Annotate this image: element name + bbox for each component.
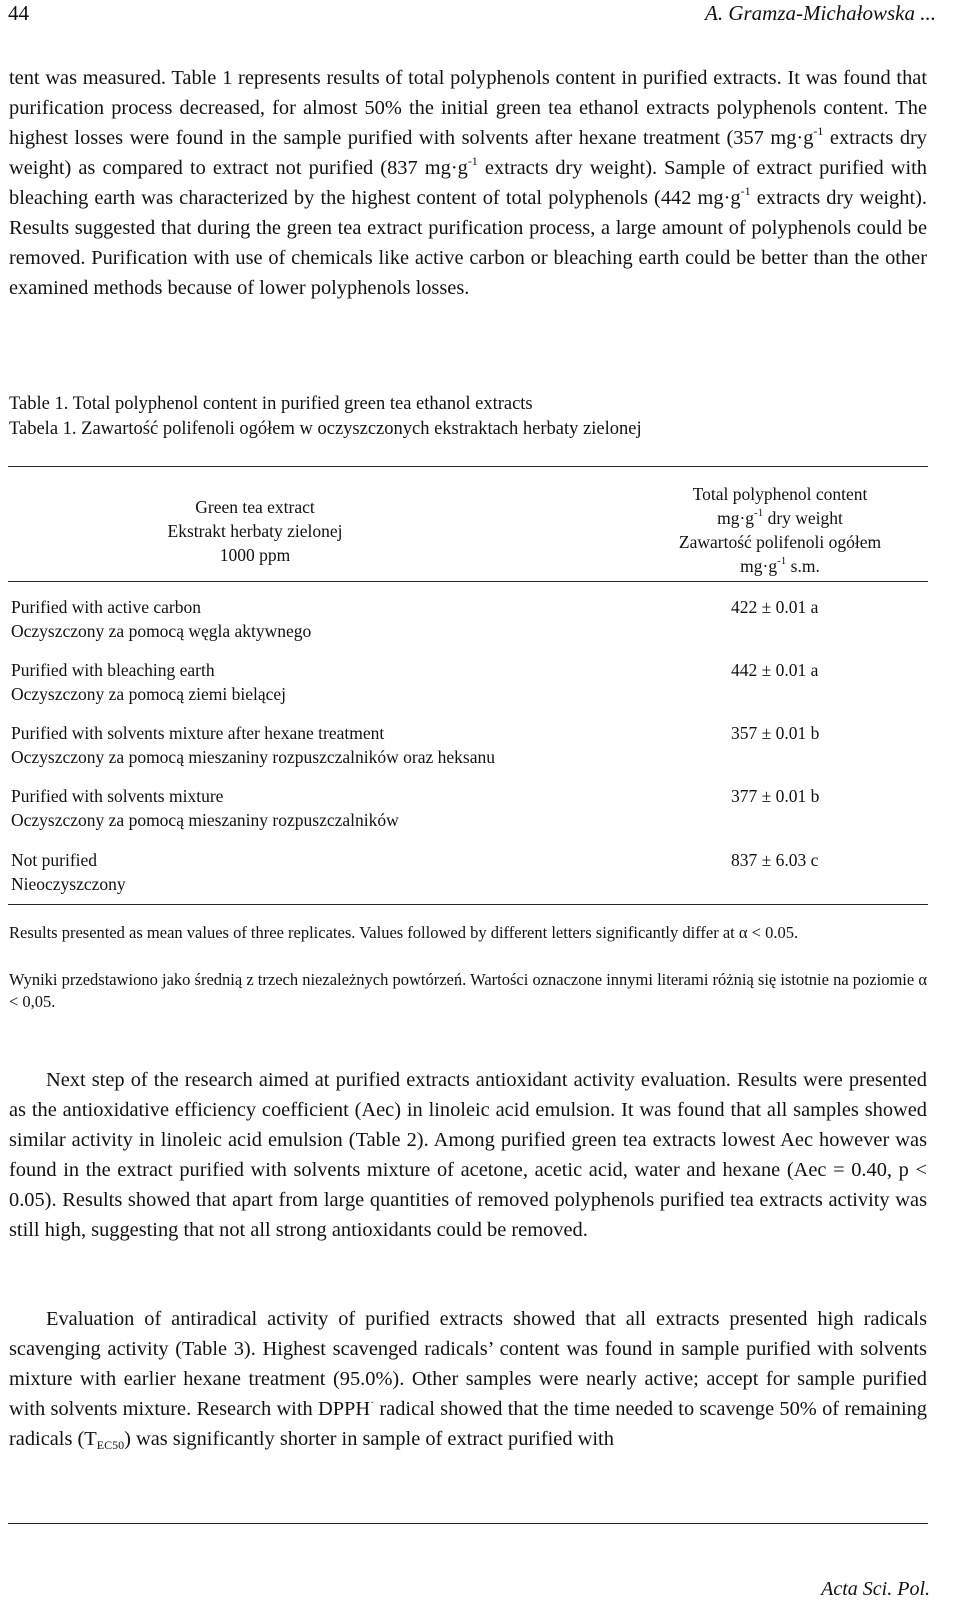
running-header-author: A. Gramza-Michałowska ... xyxy=(705,1,936,25)
para1-text-2: extracts dry weight) as compared to extract not purified (837 mg·g xyxy=(9,127,927,179)
header-sample-line-2: Ekstrakt herbaty zielonej xyxy=(167,521,343,541)
table-header-rule xyxy=(8,581,928,582)
footer-rule xyxy=(8,1523,928,1524)
page-number: 44 xyxy=(8,1,29,25)
para1-text-3: extracts dry weight). Sample of extract purified with bleaching earth was characterized by the highest content of total polyphenols (442 mg·g xyxy=(9,157,927,209)
row-sample xyxy=(11,658,631,706)
row-sample-pl: Oczyszczony za pomocą ziemi bielącej xyxy=(11,684,286,704)
header-value-unit-sup: -1 xyxy=(754,507,764,519)
table-note-polish: Wyniki przedstawiono jako średnią z trzech niezależnych powtórzeń. Wartości oznaczone innymi literami różnią się istotnie na poziomie α < 0,05. xyxy=(9,970,927,1011)
row-sample-pl: Oczyszczony za pomocą węgla aktywnego xyxy=(11,621,312,641)
header-value-line-4 xyxy=(640,554,920,578)
row-value: 442 ± 0.01 a xyxy=(731,660,819,680)
row-sample-pl: Oczyszczony za pomocą mieszaniny rozpuszczalników oraz heksanu xyxy=(11,747,495,767)
table-caption-english: Table 1. Total polyphenol content in purified green tea ethanol extracts xyxy=(9,394,533,414)
table-header-sample xyxy=(90,495,420,567)
row-sample xyxy=(11,784,631,832)
header-sample-line-1: Green tea extract xyxy=(195,497,315,517)
para1-sup-2: -1 xyxy=(467,154,478,168)
table-row xyxy=(11,595,926,655)
table-note-english: Results presented as mean values of three replicates. Values followed by different letters significantly differ at α < 0.05. xyxy=(9,923,799,942)
row-value: 422 ± 0.01 a xyxy=(731,597,819,617)
table-row xyxy=(11,784,926,844)
row-sample-en: Not purified xyxy=(11,850,98,870)
header-value-unit-pl-sup: -1 xyxy=(777,555,787,567)
table-header-value xyxy=(640,482,920,578)
row-sample-pl: Oczyszczony za pomocą mieszaniny rozpuszczalników xyxy=(11,810,399,830)
body-paragraph-1 xyxy=(9,63,927,303)
table-caption-polish: Tabela 1. Zawartość polifenoli ogółem w oczyszczonych ekstraktach herbaty zielonej xyxy=(9,419,642,439)
row-sample-en: Purified with solvents mixture after hexane treatment xyxy=(11,723,385,743)
para1-sup-1: -1 xyxy=(813,124,824,138)
para3-text-2: radical showed that the time needed to scavenge 50% of remaining radicals (T xyxy=(9,1398,928,1450)
row-sample xyxy=(11,848,631,896)
row-value: 377 ± 0.01 b xyxy=(731,786,820,806)
row-value: 837 ± 6.03 c xyxy=(731,850,819,870)
body-paragraph-3 xyxy=(9,1304,927,1454)
para1-text-4: extracts dry weight). Results suggested that during the green tea extract purification process, a large amount of polyphenols could be removed. Purification with use of chemicals like active carbon or bleaching earth could be better than the other examined methods because of lower polyphenols losses. xyxy=(9,187,927,299)
para3-sup-1: · xyxy=(370,1395,375,1409)
para3-sub-1: EC50 xyxy=(96,1438,125,1452)
row-value: 357 ± 0.01 b xyxy=(731,723,820,743)
header-sample-line-3: 1000 ppm xyxy=(219,545,291,565)
row-sample xyxy=(11,721,631,769)
row-sample-en: Purified with bleaching earth xyxy=(11,660,215,680)
para3-text-1: Evaluation of antiradical activity of purified extracts showed that all extracts presented high radicals scavenging activity (Table 3). Highest scavenged radicals’ content was found in sample purified with solvents mixture with earlier hexane treatment (95.0%). Other samples were nearly active; accept for sample purified with solvents mixture. Research with DPPH xyxy=(9,1308,927,1420)
body-paragraph-2: Next step of the research aimed at purified extracts antioxidant activity evaluation. Results were presented as the antioxidative efficiency coefficient (Aec) in linoleic acid emulsion. It was found that all samples showed similar activity in linoleic acid emulsion (Table 2). Among purified green tea extracts lowest Aec however was found in the extract purified with solvents mixture of acetone, acetic acid, water and hexane (Aec = 0.40, p < 0.05). Results showed that apart from large quantities of removed polyphenols purified tea extracts activity was still high, suggesting that not all strong antioxidants could be removed. xyxy=(9,1069,927,1241)
row-sample-pl: Nieoczyszczony xyxy=(11,874,126,894)
para1-text-1: tent was measured. Table 1 represents results of total polyphenols content in purified extracts. It was found that purification process decreased, for almost 50% the initial green tea ethanol extracts polyphenols content. The highest losses were found in the sample purified with solvents after hexane treatment (357 mg·g xyxy=(9,67,927,149)
header-value-unit: mg·g xyxy=(717,508,755,528)
row-sample-en: Purified with active carbon xyxy=(11,597,202,617)
para3-text-3: ) was significantly shorter in sample of extract purified with xyxy=(124,1428,614,1450)
row-sample xyxy=(11,595,631,643)
header-value-line-1: Total polyphenol content xyxy=(692,484,868,504)
table-row xyxy=(11,848,926,908)
header-value-unit-pl: mg·g xyxy=(740,556,778,576)
para1-sup-3: -1 xyxy=(740,184,751,198)
table-top-rule xyxy=(8,466,928,467)
table-row xyxy=(11,658,926,718)
header-value-unit-pl-suffix: s.m. xyxy=(786,556,820,576)
header-value-line-2 xyxy=(640,506,920,530)
table-row xyxy=(11,721,926,781)
header-value-line-3: Zawartość polifenoli ogółem xyxy=(678,532,882,552)
row-sample-en: Purified with solvents mixture xyxy=(11,786,224,806)
header-value-unit-suffix: dry weight xyxy=(763,508,843,528)
journal-name: Acta Sci. Pol. xyxy=(821,1578,930,1600)
table-bottom-rule xyxy=(8,904,928,905)
